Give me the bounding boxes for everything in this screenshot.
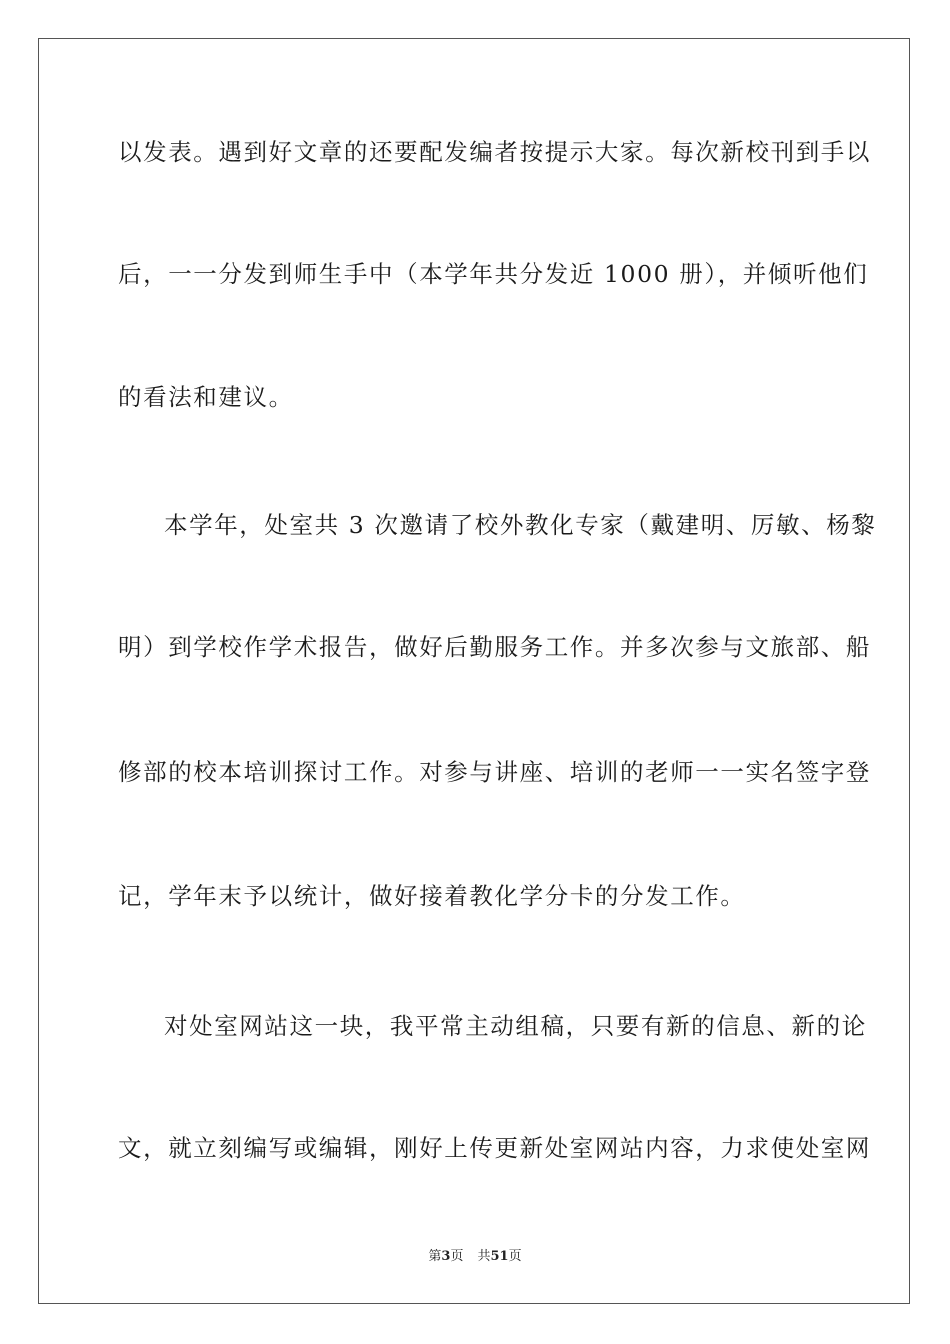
text-line: 以发表。遇到好文章的还要配发编者按提示大家。每次新校刊到手以 bbox=[118, 138, 871, 166]
text-line: 的看法和建议。 bbox=[118, 383, 294, 411]
text-line: 文，就立刻编写或编辑，刚好上传更新处室网站内容，力求使处室网 bbox=[118, 1134, 871, 1162]
page-prefix: 第 bbox=[428, 1249, 442, 1264]
page-footer bbox=[0, 1248, 950, 1266]
page-border bbox=[38, 38, 910, 1304]
page-number: 3 bbox=[441, 1249, 451, 1264]
page-suffix: 页 bbox=[450, 1249, 464, 1264]
text-line: 修部的校本培训探讨工作。对参与讲座、培训的老师一一实名签字登 bbox=[118, 758, 871, 786]
text-line: 后，一一分发到师生手中（本学年共分发近 1000 册），并倾听他们 bbox=[118, 260, 869, 288]
text-line: 明）到学校作学术报告，做好后勤服务工作。并多次参与文旅部、船 bbox=[118, 633, 871, 661]
total-suffix: 页 bbox=[508, 1249, 522, 1264]
text-line: 记，学年末予以统计，做好接着教化学分卡的分发工作。 bbox=[118, 882, 746, 910]
total-prefix: 共 bbox=[477, 1249, 491, 1264]
paragraph-first-line: 本学年，处室共 3 次邀请了校外教化专家（戴建明、厉敏、杨黎 bbox=[164, 511, 877, 539]
total-pages: 51 bbox=[490, 1249, 509, 1264]
paragraph-first-line: 对处室网站这一块，我平常主动组稿，只要有新的信息、新的论 bbox=[164, 1012, 867, 1040]
